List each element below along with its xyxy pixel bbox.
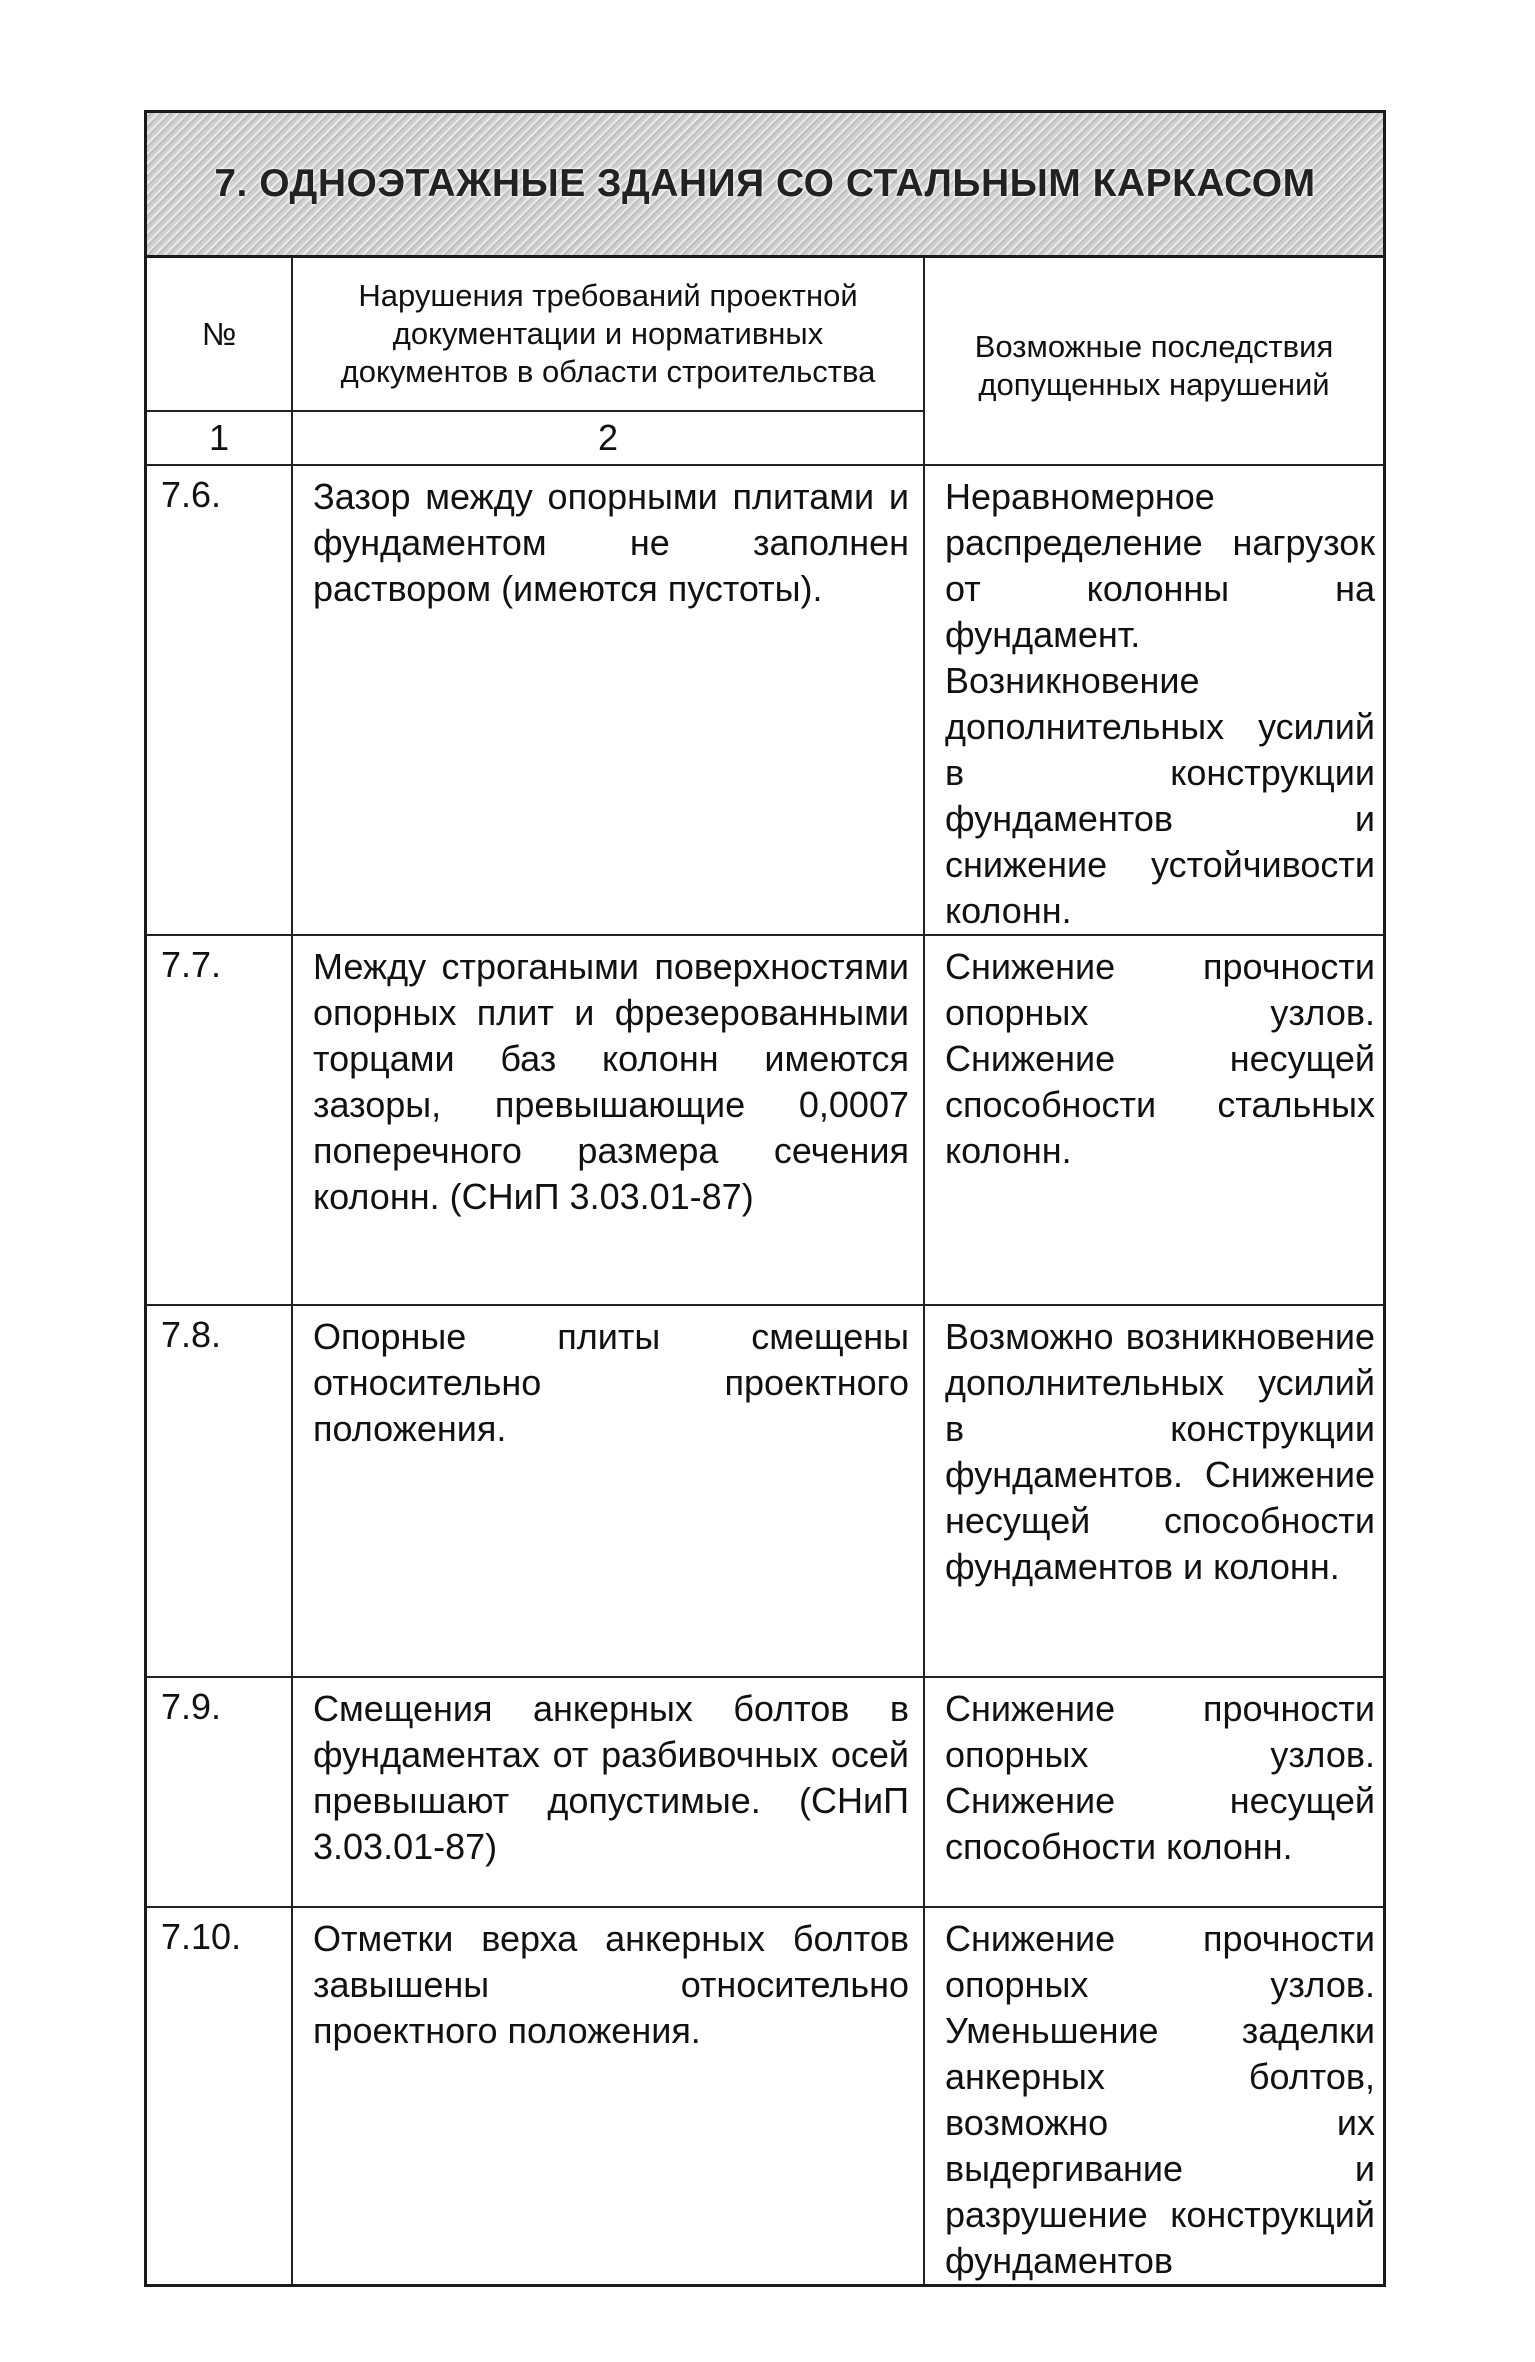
column-index-1: 1 <box>147 411 292 465</box>
column-index-2: 2 <box>292 411 924 465</box>
row-violation: Опорные плиты смещены относительно проектного положения. <box>292 1305 924 1677</box>
row-consequence: Снижение прочности опорных узлов. Снижение несущей способности стальных колонн. <box>924 935 1383 1305</box>
header-consequences: Возможные последствия допущенных нарушений <box>924 258 1383 465</box>
section-title: 7. ОДНОЭТАЖНЫЕ ЗДАНИЯ СО СТАЛЬНЫМ КАРКАСОМ <box>214 162 1316 205</box>
row-number: 7.7. <box>147 935 292 1305</box>
row-violation: Зазор между опорными плитами и фундаментом не заполнен раствором (имеются пустоты). <box>292 465 924 935</box>
row-violation: Отметки верха анкерных болтов завышены относительно проектного положения. <box>292 1907 924 2284</box>
header-number: № <box>147 258 292 411</box>
row-violation: Смещения анкерных болтов в фундаментах от разбивочных осей превышают допустимые. (СНиП 3.03.01-87) <box>292 1677 924 1907</box>
table-row <box>147 935 1383 1305</box>
row-consequence: Снижение прочности опорных узлов. Снижение несущей способности колонн. <box>924 1677 1383 1907</box>
row-consequence: Неравномерное распределение нагрузок от колонны на фундамент. Возникновение дополнительных усилий в конструкции фундаментов и снижение устойчивости колонн. <box>924 465 1383 935</box>
section-title-band <box>147 113 1383 258</box>
table-row <box>147 1907 1383 2284</box>
row-number: 7.6. <box>147 465 292 935</box>
violations-table <box>144 110 1386 2287</box>
table-row <box>147 465 1383 935</box>
row-number: 7.10. <box>147 1907 292 2284</box>
row-number: 7.9. <box>147 1677 292 1907</box>
header-violations: Нарушения требований проектной документации и нормативных документов в области строительства <box>292 258 924 411</box>
row-violation: Между строгаными поверхностями опорных плит и фрезерованными торцами баз колонн имеются зазоры, превышающие 0,0007 поперечного размера сечения колонн. (СНиП 3.03.01-87) <box>292 935 924 1305</box>
header-row <box>147 258 1383 411</box>
row-number: 7.8. <box>147 1305 292 1677</box>
data-table <box>147 258 1383 2284</box>
table-row <box>147 1677 1383 1907</box>
row-consequence: Снижение прочности опорных узлов. Уменьшение заделки анкерных болтов, возможно их выдергивание и разрушение конструкций фундаментов <box>924 1907 1383 2284</box>
table-row <box>147 1305 1383 1677</box>
row-consequence: Возможно возникновение дополнительных усилий в конструкции фундаментов. Снижение несущей способности фундаментов и колонн. <box>924 1305 1383 1677</box>
